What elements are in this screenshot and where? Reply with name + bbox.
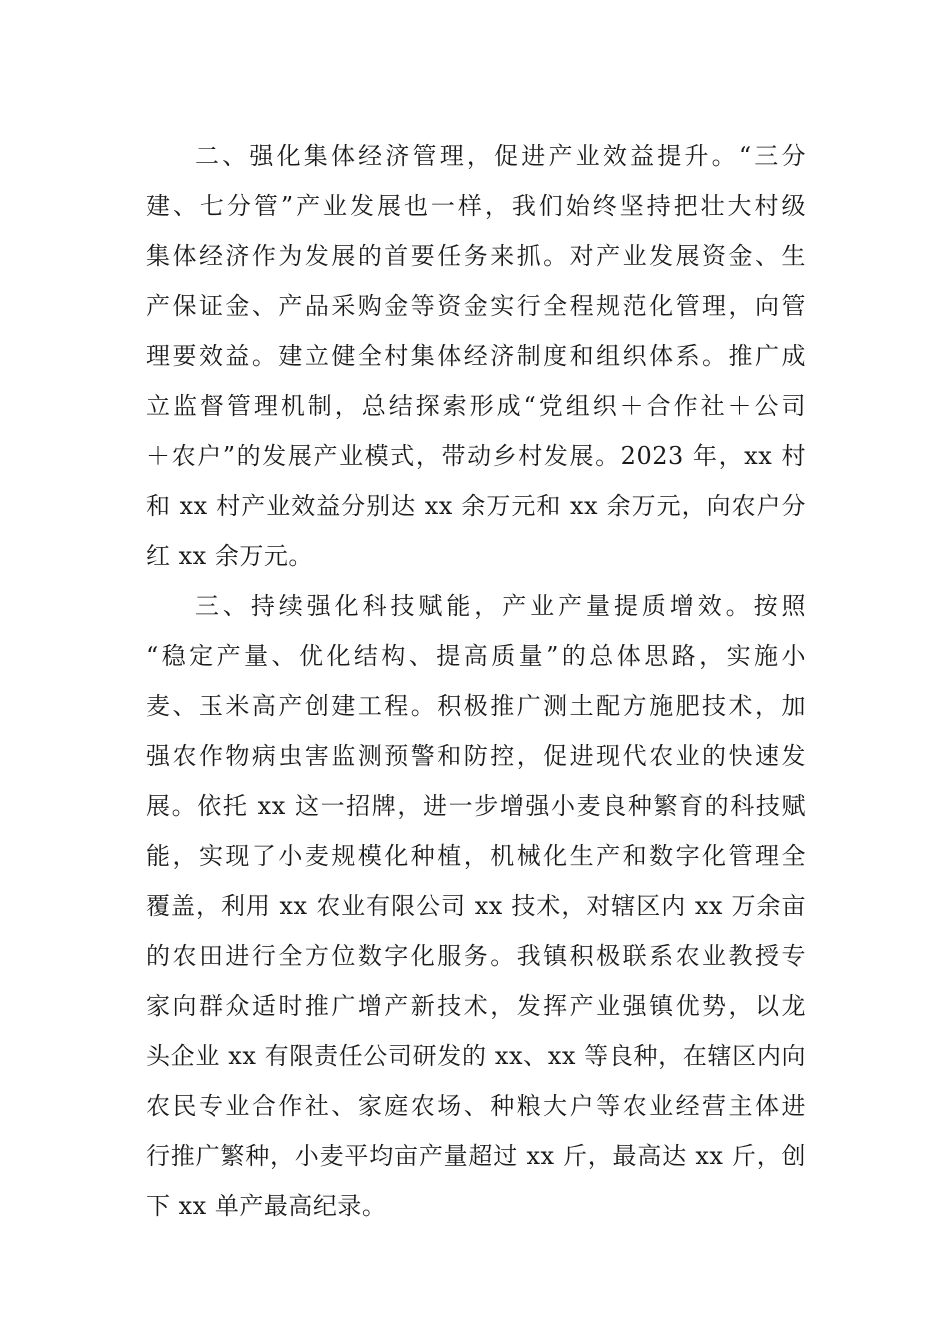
- text-line: 产保证金、产品采购金等资金实行全程规范化管理，向管: [146, 292, 806, 320]
- text-line: 立监督管理机制，总结探索形成“党组织＋合作社＋公司: [146, 392, 806, 420]
- text-line: 三、持续强化科技赋能，产业产量提质增效。按照: [195, 592, 806, 620]
- text-line: 和 xx 村产业效益分别达 xx 余万元和 xx 余万元，向农户分: [146, 492, 806, 520]
- text-line: 建、七分管”产业发展也一样，我们始终坚持把壮大村级: [146, 192, 806, 220]
- text-line: 强农作物病虫害监测预警和防控，促进现代农业的快速发: [146, 742, 806, 770]
- text-line: 的农田进行全方位数字化服务。我镇积极联系农业教授专: [146, 942, 806, 970]
- text-line: 红 xx 余万元。: [146, 542, 313, 570]
- text-line: 覆盖，利用 xx 农业有限公司 xx 技术，对辖区内 xx 万余亩: [146, 892, 806, 920]
- text-line: “稳定产量、优化结构、提高质量”的总体思路，实施小: [146, 642, 806, 670]
- text-line: 农民专业合作社、家庭农场、种粮大户等农业经营主体进: [146, 1092, 806, 1120]
- text-line: 展。依托 xx 这一招牌，进一步增强小麦良种繁育的科技赋: [146, 792, 806, 820]
- text-line: 下 xx 单产最高纪录。: [146, 1192, 387, 1220]
- text-line: 行推广繁种，小麦平均亩产量超过 xx 斤，最高达 xx 斤，创: [146, 1142, 806, 1170]
- text-line: 能，实现了小麦规模化种植，机械化生产和数字化管理全: [146, 842, 806, 870]
- text-line: ＋农户”的发展产业模式，带动乡村发展。2023 年，xx 村: [146, 442, 806, 470]
- text-line: 头企业 xx 有限责任公司研发的 xx、xx 等良种，在辖区内向: [146, 1042, 806, 1070]
- text-line: 理要效益。建立健全村集体经济制度和组织体系。推广成: [146, 342, 806, 370]
- text-line: 集体经济作为发展的首要任务来抓。对产业发展资金、生: [146, 242, 806, 270]
- text-line: 二、强化集体经济管理，促进产业效益提升。“三分: [195, 142, 806, 170]
- text-line: 家向群众适时推广增产新技术，发挥产业强镇优势，以龙: [146, 992, 806, 1020]
- text-line: 麦、玉米高产创建工程。积极推广测土配方施肥技术，加: [146, 692, 806, 720]
